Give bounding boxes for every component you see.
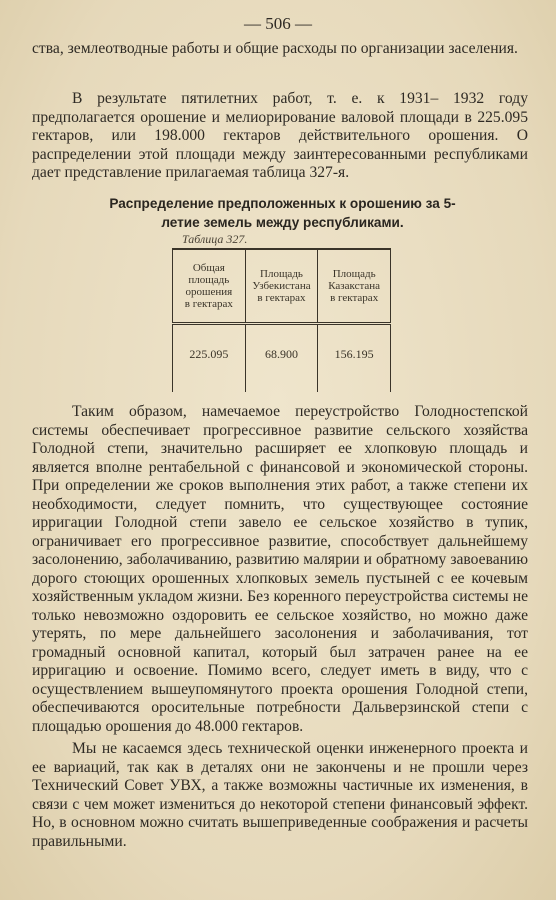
paragraph-text: Таким образом, намечаемое переустройство Голодностепской системы обеспечивает прогрессивное развитие сельского хозяйства Голодной степи, значительно расширяет ее хлопковую площадь и является вполне рентабельной с финансовой и экономической стороны. При определении же сроков выполнения этих работ, а также степени их необходимости, следует помнить, что существующее состояние ирригации Голодной степи завело ее сельское хозяйство в тупик, ограничивает его прогрессивное развитие, способствует дальнейшему засолонению, заболачиванию, развитию малярии и обратному завоеванию дорого стоющих орошенных хлопковых земель пустыней с ее кочевым хозяйственным укладом жизни. Без коренного переустройства системы не только невозможно оздоровить ее сельское хозяйство, но можно даже утерять, по мере дальнейшего засолонения и заболачивания, тот громадный основной капитал, который был затрачен ранее на ее ирригацию и освоение. Помимо всего, следует иметь в виду, что с осуществлением вышеупомянутого проекта орошения Голодной степи, обеспечиваются оросительные потребности Дальверзинской степи с площадью орошения до 48.000 гектаров.: [32, 403, 528, 735]
paragraph-results: [32, 90, 528, 183]
table-caption: [100, 194, 465, 232]
table-label: Таблица 327.: [182, 232, 248, 246]
cell-total-area: 225.095: [173, 324, 246, 393]
page-number: — 506 —: [244, 14, 312, 33]
cell-uzbekistan-area: 68.900: [245, 324, 318, 393]
header-kazakhstan-area: Площадь Казакстана в гектарах: [318, 249, 391, 324]
paragraph-text: В результате пятилетних работ, т. е. к 1931– 1932 году предполагается орошение и мелиорирование валовой площади в 225.095 гектаров, или 198.000 гектаров действительного орошения. О распределении этой площади между заинтересованными республиками дает представление прилагаемая таблица 327-я.: [32, 90, 528, 181]
paragraph-conclusion: [32, 403, 528, 736]
header-uzbekistan-area: Площадь Узбекистана в гектарах: [245, 249, 318, 324]
paragraph-text: ства, землеотводные работы и общие расходы по организации заселения.: [32, 40, 518, 57]
table-row: [173, 324, 391, 393]
data-table: [172, 248, 391, 392]
header-total-area: Общая площадь орошения в гектарах: [173, 249, 246, 324]
caption-line: Распределение предположенных к орошению за 5-: [109, 196, 456, 211]
table-header-row: [173, 249, 391, 324]
paragraph-text: Мы не касаемся здесь технической оценки инженерного проекта и ее вариаций, так как в деталях они не закончены и не прошли через Технический Совет УВХ, а также возможны частичные их изменения, в связи с чем может измениться до некоторой степени финансовый эффект. Но, в основном можно считать вышеприведенные соображения и расчеты правильными.: [32, 740, 528, 850]
paragraph-continuation: [32, 40, 528, 59]
paragraph-disclaimer: [32, 740, 528, 851]
cell-kazakhstan-area: 156.195: [318, 324, 391, 393]
caption-line: летие земель между республиками.: [161, 215, 404, 230]
